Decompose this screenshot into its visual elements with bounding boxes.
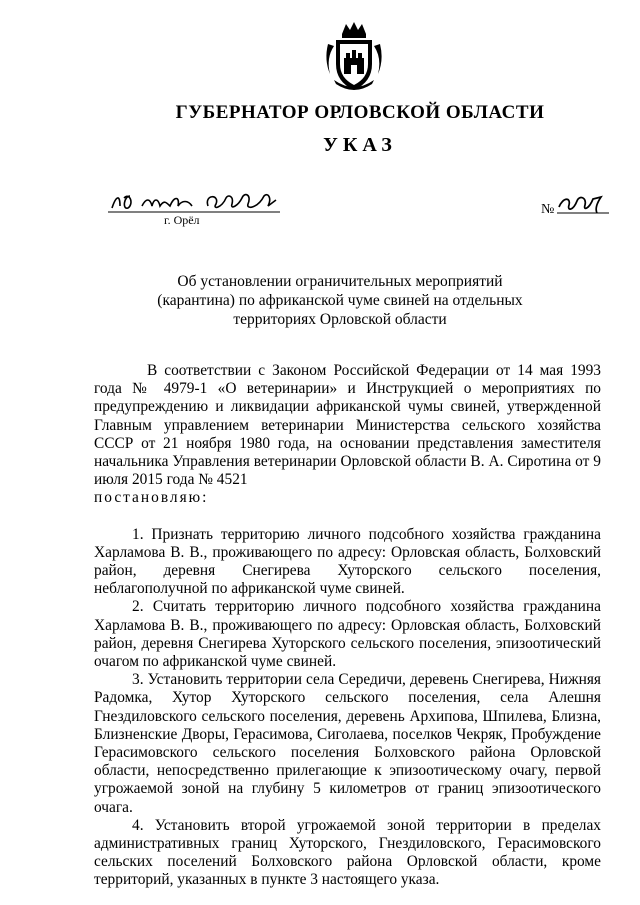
- title-line: территориях Орловской области: [233, 311, 447, 328]
- preamble-ending: [94, 489, 601, 507]
- document-type-heading: УКАЗ: [323, 134, 397, 156]
- handwritten-number: [557, 193, 609, 217]
- title-line: (карантина) по африканской чуме свиней на отдельных: [157, 292, 523, 309]
- authority-heading: ГУБЕРНАТОР ОРЛОВСКОЙ ОБЛАСТИ: [175, 102, 545, 123]
- decree-point-3: 3. Установить территории села Середичи, деревень Снегирева, Нижняя Радомка, Хутор Хуторского сельского поселения, села Алешня Гнездиловского сельского поселения, деревень Архипова, Шпилева, Близна, Близненские Дворы, Герасимова, Сиголаева, поселков Чекряк, Пробуждение Герасимовского сельского поселения Болховского района Орловской области, непосредственно прилегающие к эпизоотическому очагу, первой угрожаемой зоной на глубину 5 километров от границ эпизоотического очага.: [94, 671, 601, 816]
- decree-point-4: 4. Установить второй угрожаемой зоной территории в пределах административных границ Хуторского, Гнездиловского, Герасимовского сельских поселений Болховского района Орловской области, кроме территорий, указанных в пункте 3 настоящего указа.: [94, 816, 601, 889]
- decree-point-1: 1. Признать территорию личного подсобного хозяйства гражданина Харламова В. В., проживающего по адресу: Орловская область, Болховский район, деревня Снегирева Хуторского сельского поселения, неблагополучной по африканской чуме свиней.: [94, 525, 601, 598]
- decree-body: [94, 362, 601, 890]
- coat-of-arms-emblem: [322, 20, 386, 92]
- decree-title: [150, 272, 530, 329]
- number-label: №: [541, 202, 555, 217]
- title-line: Об установлении ограничительных мероприятий: [177, 273, 503, 290]
- city-label: г. Орёл: [164, 213, 200, 227]
- resolution-word: постановляю:: [94, 489, 209, 507]
- preamble-paragraph: В соответствии с Законом Российской Федерации от 14 мая 1993 года № 4979-1 «О ветеринарии» и Инструкцией о мероприятиях по предупреждению и ликвидации африканской чумы свиней, утвержденной Главным управлением ветеринарии Министерства сельского хозяйства СССР от 21 ноября 1980 года, на основании представления заместителя начальника Управления ветеринарии Орловской области В. А. Сиротина от 9 июля 2015 года № 4521: [94, 362, 601, 489]
- decree-point-2: 2. Считать территорию личного подсобного хозяйства гражданина Харламова В. В., проживающего по адресу: Орловская область, Болховский район, деревня Снегирева Хуторского сельского поселения, эпизоотический очагом по африканской чуме свиней.: [94, 598, 601, 671]
